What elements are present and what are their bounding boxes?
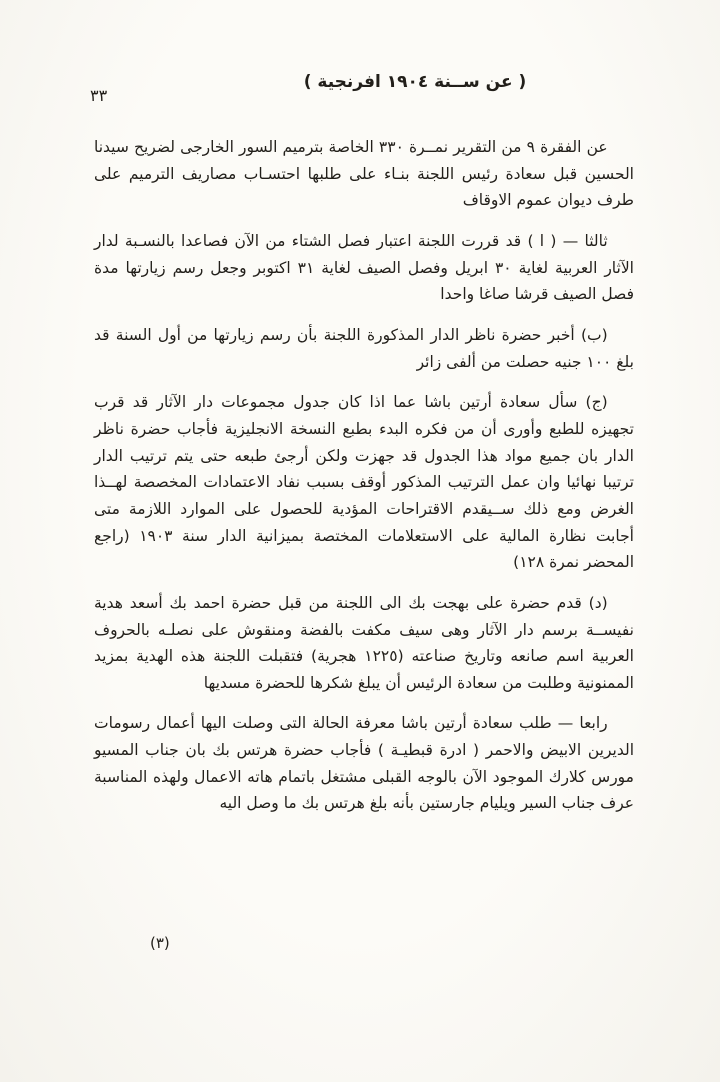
page-header-title: ( عن ســنة ١٩٠٤ افرنجية ) [303,72,527,92]
paragraph: (ج) سأل سعادة أرتين باشا عما اذا كان جدول مجموعات دار الآثار قد قرب تجهيزه للطبع وأورى أن من فكره البدء بطبع النسخة الانجليزية فأجاب حضرة ناظر الدار بان جميع مواد هذا الجدول قد جهزت ولكن أرجئ طبعه حتى يتم ترتيب الدار ترتيبا نهائيا وان عمل الترتيب المذكور أوقف بسبب نفاد الاعتمادات المخصصة لهــذا الغرض ومع ذلك ســيقدم الاقتراحات المؤدية للحصول على الموارد اللازمة متى أجابت نظارة المالية على الاستعلامات المختصة بميزانية الدار سنة ١٩٠٣ (راجع المحضر نمرة ١٢٨) [94,393,634,572]
paragraph: عن الفقرة ٩ من التقرير نمــرة ٣٣٠ الخاصة بترميم السور الخارجى لضريح سيدنا الحسين قبل سعادة رئيس اللجنة بنـاء على طلبها احتسـاب مصاريف الترميم على طرف ديوان عموم الاوقاف [94,138,634,210]
footer-page-marker: (٣) [150,934,170,952]
document-body [94,134,634,831]
paragraph: رابعا — طلب سعادة أرتين باشا معرفة الحالة التى وصلت اليها أعمال رسومات الديرين الابيض والاحمر ( ادرة قبطيـة ) فأجاب حضرة هرتس بك بان جناب المسيو مورس كلارك الموجود الآن بالوجه القبلى مشتغل باتمام هاته الاعمال ولهذه المناسبة عرف جناب السير ويليام جارستين بأنه بلغ هرتس بك ما وصل اليه [94,714,634,813]
paragraph: (ب) أخبر حضرة ناظر الدار المذكورة اللجنة بأن رسم زيارتها من أول السنة قد بلغ ١٠٠ جنيه حصلت من ألفى زائر [94,325,634,371]
paragraph: ثالثا — ( ا ) قد قررت اللجنة اعتبار فصل الشتاء من الآن فصاعدا بالنسـبة لدار الآثار العربية لغاية ٣٠ ابريل وفصل الصيف لغاية ٣١ اكتوبر وجعل رسم زيارتها مدة فصل الصيف قرشا صاغا واحدا [94,231,634,304]
paragraph: (د) قدم حضرة على بهجت بك الى اللجنة من قبل حضرة احمد بك أسعد هدية نفيســة برسم دار الآثار وهى سيف مكفت بالفضة ومنقوش على نصلـه بالحروف العربية اسم صانعه وتاريخ صناعته (١٢٢٥ هجرية) فتقبلت اللجنة هذه الهدية بمزيد الممنونية وطلبت من سعادة الرئيس أن يبلغ شكرها للحضرة مسديها [94,593,634,692]
page-number: ٣٣ [90,86,108,105]
